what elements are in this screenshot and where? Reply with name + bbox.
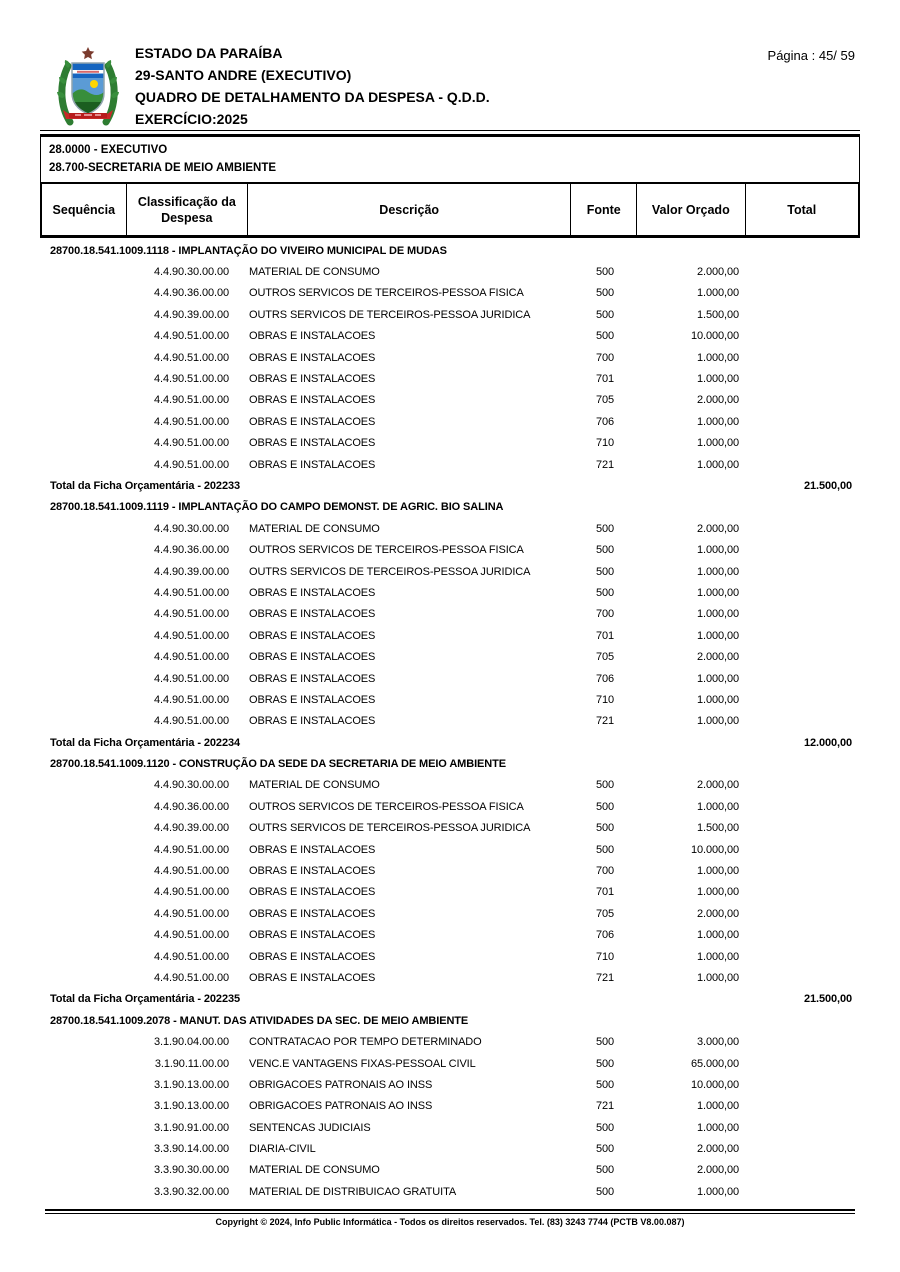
expense-fonte: 706 — [595, 672, 615, 685]
expense-valor-orcado: 1.000,00 — [696, 715, 739, 728]
header-report-title: QUADRO DE DETALHAMENTO DA DESPESA - Q.D.D. — [135, 89, 490, 105]
expense-fonte: 701 — [595, 373, 615, 386]
expense-valor-orcado: 1.000,00 — [696, 373, 739, 386]
expense-description: OBRIGACOES PATRONAIS AO INSS — [249, 1100, 433, 1113]
ficha-total-row — [40, 732, 860, 753]
expense-valor-orcado: 1.000,00 — [696, 929, 739, 942]
expense-row — [40, 796, 860, 817]
expense-description: MATERIAL DE CONSUMO — [249, 266, 380, 279]
expense-fonte: 500 — [595, 1078, 615, 1091]
expense-code: 4.4.90.30.00.00 — [154, 522, 229, 535]
expense-valor-orcado: 2.000,00 — [696, 1164, 739, 1177]
expense-fonte: 500 — [595, 843, 615, 856]
expense-row — [40, 304, 860, 325]
expense-code: 3.3.90.30.00.00 — [154, 1164, 229, 1177]
expense-fonte: 710 — [595, 950, 615, 963]
expense-row — [40, 839, 860, 860]
expense-description: OUTRS SERVICOS DE TERCEIROS-PESSOA JURIDICA — [249, 822, 531, 835]
expense-description: OUTRS SERVICOS DE TERCEIROS-PESSOA JURIDICA — [249, 308, 531, 321]
expense-valor-orcado: 1.000,00 — [696, 458, 739, 471]
expense-description: OBRAS E INSTALACOES — [249, 651, 376, 664]
expense-row — [40, 1117, 860, 1138]
expense-row — [40, 261, 860, 282]
expense-valor-orcado: 1.000,00 — [696, 865, 739, 878]
expense-description: MATERIAL DE CONSUMO — [249, 779, 380, 792]
expense-description: OUTROS SERVICOS DE TERCEIROS-PESSOA FISICA — [249, 544, 524, 557]
expense-description: DIARIA-CIVIL — [249, 1143, 316, 1156]
expense-row — [40, 347, 860, 368]
expense-row — [40, 1031, 860, 1052]
expense-description: MATERIAL DE CONSUMO — [249, 1164, 380, 1177]
expense-description: VENC.E VANTAGENS FIXAS-PESSOAL CIVIL — [249, 1057, 476, 1070]
expense-fonte: 721 — [595, 1100, 615, 1113]
expense-description: OUTROS SERVICOS DE TERCEIROS-PESSOA FISICA — [249, 800, 524, 813]
section-title: 28700.18.541.1009.1120 - CONSTRUÇÃO DA SEDE DA SECRETARIA DE MEIO AMBIENTE — [50, 758, 506, 771]
expense-code: 4.4.90.51.00.00 — [154, 394, 229, 407]
expense-fonte: 500 — [595, 1185, 615, 1198]
ficha-total-row — [40, 989, 860, 1010]
copyright-text: Copyright © 2024, Info Public Informática - Todos os direitos reservados. Tel. (83) 3243 7744 (PCTB V8.00.087) — [215, 1217, 685, 1227]
expense-fonte: 500 — [595, 800, 615, 813]
expense-fonte: 500 — [595, 330, 615, 343]
expense-description: OBRAS E INSTALACOES — [249, 629, 376, 642]
expense-row — [40, 818, 860, 839]
expense-description: MATERIAL DE DISTRIBUICAO GRATUITA — [249, 1185, 457, 1198]
expense-description: OBRAS E INSTALACOES — [249, 929, 376, 942]
expense-valor-orcado: 1.000,00 — [696, 586, 739, 599]
expense-code: 4.4.90.51.00.00 — [154, 929, 229, 942]
expense-code: 4.4.90.51.00.00 — [154, 330, 229, 343]
header-entity: 29-SANTO ANDRE (EXECUTIVO) — [135, 67, 352, 83]
expense-valor-orcado: 1.000,00 — [696, 950, 739, 963]
expense-row — [40, 625, 860, 646]
expense-fonte: 706 — [595, 929, 615, 942]
expense-fonte: 500 — [595, 522, 615, 535]
expense-row — [40, 561, 860, 582]
expense-description: OBRAS E INSTALACOES — [249, 672, 376, 685]
expense-description: SENTENCAS JUDICIAIS — [249, 1121, 371, 1134]
expense-code: 4.4.90.51.00.00 — [154, 907, 229, 920]
section-title: 28700.18.541.1009.1119 - IMPLANTAÇÃO DO CAMPO DEMONST. DE AGRIC. BIO SALINA — [50, 501, 504, 514]
expense-valor-orcado: 1.000,00 — [696, 886, 739, 899]
page-number: Página : 45/ 59 — [767, 48, 855, 63]
section-title: 28700.18.541.1009.1118 - IMPLANTAÇÃO DO VIVEIRO MUNICIPAL DE MUDAS — [50, 244, 447, 257]
expense-row — [40, 433, 860, 454]
expense-code: 4.4.90.51.00.00 — [154, 693, 229, 706]
expense-description: OBRAS E INSTALACOES — [249, 330, 376, 343]
expense-fonte: 500 — [595, 779, 615, 792]
expense-row — [40, 946, 860, 967]
expense-row — [40, 368, 860, 389]
col-header-fonte: Fonte — [571, 184, 637, 235]
expense-description: OBRAS E INSTALACOES — [249, 715, 376, 728]
header-state: ESTADO DA PARAÍBA — [135, 45, 283, 61]
expense-row — [40, 1160, 860, 1181]
expense-fonte: 500 — [595, 287, 615, 300]
expense-description: OBRAS E INSTALACOES — [249, 351, 376, 364]
header-divider — [40, 130, 860, 137]
expense-description: OBRAS E INSTALACOES — [249, 373, 376, 386]
expense-description: CONTRATACAO POR TEMPO DETERMINADO — [249, 1036, 482, 1049]
organ-subheader — [40, 137, 860, 182]
expense-code: 4.4.90.51.00.00 — [154, 865, 229, 878]
paraiba-coat-of-arms-icon — [55, 46, 121, 132]
expense-code: 4.4.90.51.00.00 — [154, 886, 229, 899]
expense-fonte: 500 — [595, 308, 615, 321]
expense-code: 4.4.90.51.00.00 — [154, 672, 229, 685]
expense-code: 4.4.90.51.00.00 — [154, 971, 229, 984]
expense-valor-orcado: 1.000,00 — [696, 629, 739, 642]
expense-code: 3.1.90.04.00.00 — [154, 1036, 229, 1049]
expense-fonte: 705 — [595, 651, 615, 664]
organ-power: 28.0000 - EXECUTIVO — [49, 144, 168, 156]
expense-fonte: 500 — [595, 1121, 615, 1134]
expense-valor-orcado: 1.500,00 — [696, 308, 739, 321]
col-header-classificacao: Classificação da Despesa — [127, 184, 248, 235]
expense-valor-orcado: 2.000,00 — [696, 266, 739, 279]
expense-description: OBRAS E INSTALACOES — [249, 437, 376, 450]
expense-row — [40, 967, 860, 988]
expense-valor-orcado: 2.000,00 — [696, 779, 739, 792]
expense-valor-orcado: 10.000,00 — [690, 330, 739, 343]
expense-row — [40, 539, 860, 560]
expense-valor-orcado: 2.000,00 — [696, 394, 739, 407]
expense-row — [40, 326, 860, 347]
expense-description: OBRIGACOES PATRONAIS AO INSS — [249, 1078, 433, 1091]
expense-row — [40, 1138, 860, 1159]
expense-valor-orcado: 10.000,00 — [690, 1078, 739, 1091]
expense-code: 4.4.90.51.00.00 — [154, 715, 229, 728]
expense-row — [40, 1096, 860, 1117]
expense-row — [40, 411, 860, 432]
expense-description: OBRAS E INSTALACOES — [249, 458, 376, 471]
expense-code: 4.4.90.36.00.00 — [154, 800, 229, 813]
report-header — [135, 42, 695, 130]
expense-valor-orcado: 1.000,00 — [696, 415, 739, 428]
expense-row — [40, 604, 860, 625]
expense-fonte: 700 — [595, 865, 615, 878]
expense-valor-orcado: 1.000,00 — [696, 1100, 739, 1113]
expense-valor-orcado: 1.000,00 — [696, 1185, 739, 1198]
expense-row — [40, 283, 860, 304]
expense-row — [40, 925, 860, 946]
expense-code: 3.1.90.91.00.00 — [154, 1121, 229, 1134]
ficha-total-row — [40, 475, 860, 496]
ficha-total-label: Total da Ficha Orçamentária - 202234 — [50, 736, 241, 749]
expense-code: 4.4.90.36.00.00 — [154, 544, 229, 557]
expense-fonte: 710 — [595, 693, 615, 706]
expense-valor-orcado: 1.000,00 — [696, 971, 739, 984]
expense-row — [40, 711, 860, 732]
expense-valor-orcado: 2.000,00 — [696, 1143, 739, 1156]
expense-fonte: 721 — [595, 458, 615, 471]
expense-fonte: 500 — [595, 822, 615, 835]
expense-code: 4.4.90.51.00.00 — [154, 458, 229, 471]
expense-description: OBRAS E INSTALACOES — [249, 415, 376, 428]
organ-secretariat: 28.700-SECRETARIA DE MEIO AMBIENTE — [49, 162, 277, 174]
expense-row — [40, 1053, 860, 1074]
expense-description: OBRAS E INSTALACOES — [249, 950, 376, 963]
expense-code: 3.1.90.13.00.00 — [154, 1078, 229, 1091]
expense-description: OUTROS SERVICOS DE TERCEIROS-PESSOA FISICA — [249, 287, 524, 300]
expense-fonte: 721 — [595, 971, 615, 984]
expense-row — [40, 390, 860, 411]
expense-code: 4.4.90.51.00.00 — [154, 437, 229, 450]
expense-fonte: 706 — [595, 415, 615, 428]
expense-valor-orcado: 1.000,00 — [696, 565, 739, 578]
expense-code: 4.4.90.51.00.00 — [154, 351, 229, 364]
expense-code: 4.4.90.51.00.00 — [154, 608, 229, 621]
expense-valor-orcado: 1.500,00 — [696, 822, 739, 835]
expense-fonte: 500 — [595, 266, 615, 279]
expense-fonte: 700 — [595, 608, 615, 621]
expense-valor-orcado: 2.000,00 — [696, 522, 739, 535]
expense-description: OUTRS SERVICOS DE TERCEIROS-PESSOA JURIDICA — [249, 565, 531, 578]
expense-row — [40, 903, 860, 924]
expense-description: OBRAS E INSTALACOES — [249, 586, 376, 599]
expense-code: 4.4.90.51.00.00 — [154, 586, 229, 599]
expense-fonte: 701 — [595, 629, 615, 642]
expense-fonte: 705 — [595, 394, 615, 407]
expense-code: 4.4.90.51.00.00 — [154, 415, 229, 428]
expense-row — [40, 689, 860, 710]
expense-valor-orcado: 1.000,00 — [696, 693, 739, 706]
table-body — [40, 240, 860, 1203]
expense-code: 4.4.90.30.00.00 — [154, 266, 229, 279]
expense-description: MATERIAL DE CONSUMO — [249, 522, 380, 535]
expense-valor-orcado: 1.000,00 — [696, 544, 739, 557]
expense-fonte: 701 — [595, 886, 615, 899]
ficha-total-label: Total da Ficha Orçamentária - 202233 — [50, 479, 241, 492]
expense-valor-orcado: 1.000,00 — [696, 672, 739, 685]
table-header-row — [40, 182, 860, 238]
expense-code: 3.3.90.32.00.00 — [154, 1185, 229, 1198]
expense-valor-orcado: 3.000,00 — [696, 1036, 739, 1049]
expense-row — [40, 582, 860, 603]
expense-valor-orcado: 65.000,00 — [690, 1057, 739, 1070]
ficha-total-value: 21.500,00 — [803, 993, 852, 1006]
expense-fonte: 500 — [595, 1036, 615, 1049]
expense-row — [40, 1181, 860, 1202]
expense-row — [40, 454, 860, 475]
footer-divider — [45, 1209, 855, 1214]
expense-description: OBRAS E INSTALACOES — [249, 693, 376, 706]
col-header-total: Total — [787, 202, 817, 217]
expense-description: OBRAS E INSTALACOES — [249, 394, 376, 407]
expense-valor-orcado: 2.000,00 — [696, 907, 739, 920]
expense-code: 4.4.90.39.00.00 — [154, 822, 229, 835]
expense-valor-orcado: 1.000,00 — [696, 608, 739, 621]
header-exercise: EXERCÍCIO:2025 — [135, 111, 248, 127]
col-header-valor-orcado: Valor Orçado — [637, 184, 745, 235]
expense-code: 4.4.90.51.00.00 — [154, 843, 229, 856]
expense-code: 4.4.90.51.00.00 — [154, 651, 229, 664]
expense-valor-orcado: 1.000,00 — [696, 800, 739, 813]
expense-row — [40, 1074, 860, 1095]
expense-description: OBRAS E INSTALACOES — [249, 608, 376, 621]
ficha-total-value: 12.000,00 — [803, 736, 852, 749]
expense-fonte: 500 — [595, 1143, 615, 1156]
section-title: 28700.18.541.1009.2078 - MANUT. DAS ATIVIDADES DA SEC. DE MEIO AMBIENTE — [50, 1014, 469, 1027]
expense-valor-orcado: 1.000,00 — [696, 437, 739, 450]
expense-fonte: 721 — [595, 715, 615, 728]
expense-code: 3.1.90.11.00.00 — [154, 1057, 229, 1070]
expense-description: OBRAS E INSTALACOES — [249, 865, 376, 878]
expense-description: OBRAS E INSTALACOES — [249, 971, 376, 984]
expense-code: 4.4.90.39.00.00 — [154, 308, 229, 321]
expense-code: 4.4.90.51.00.00 — [154, 629, 229, 642]
expense-fonte: 500 — [595, 565, 615, 578]
col-header-sequencia: Sequência — [42, 184, 127, 235]
expense-valor-orcado: 1.000,00 — [696, 351, 739, 364]
expense-fonte: 500 — [595, 1057, 615, 1070]
expense-code: 4.4.90.51.00.00 — [154, 950, 229, 963]
expense-valor-orcado: 1.000,00 — [696, 1121, 739, 1134]
ficha-total-label: Total da Ficha Orçamentária - 202235 — [50, 993, 241, 1006]
expense-code: 4.4.90.36.00.00 — [154, 287, 229, 300]
expense-description: OBRAS E INSTALACOES — [249, 886, 376, 899]
expense-fonte: 500 — [595, 586, 615, 599]
expense-fonte: 705 — [595, 907, 615, 920]
expense-row — [40, 646, 860, 667]
expense-valor-orcado: 1.000,00 — [696, 287, 739, 300]
expense-code: 4.4.90.30.00.00 — [154, 779, 229, 792]
expense-row — [40, 668, 860, 689]
expense-fonte: 500 — [595, 1164, 615, 1177]
expense-valor-orcado: 2.000,00 — [696, 651, 739, 664]
expense-row — [40, 775, 860, 796]
ficha-total-value: 21.500,00 — [803, 479, 852, 492]
expense-fonte: 500 — [595, 544, 615, 557]
expense-description: OBRAS E INSTALACOES — [249, 843, 376, 856]
expense-fonte: 700 — [595, 351, 615, 364]
expense-row — [40, 860, 860, 881]
col-header-descricao: Descrição — [248, 184, 571, 235]
expense-row — [40, 518, 860, 539]
expense-code: 3.3.90.14.00.00 — [154, 1143, 229, 1156]
expense-fonte: 710 — [595, 437, 615, 450]
expense-code: 4.4.90.51.00.00 — [154, 373, 229, 386]
expense-description: OBRAS E INSTALACOES — [249, 907, 376, 920]
expense-code: 4.4.90.39.00.00 — [154, 565, 229, 578]
expense-code: 3.1.90.13.00.00 — [154, 1100, 229, 1113]
expense-row — [40, 882, 860, 903]
expense-valor-orcado: 10.000,00 — [690, 843, 739, 856]
